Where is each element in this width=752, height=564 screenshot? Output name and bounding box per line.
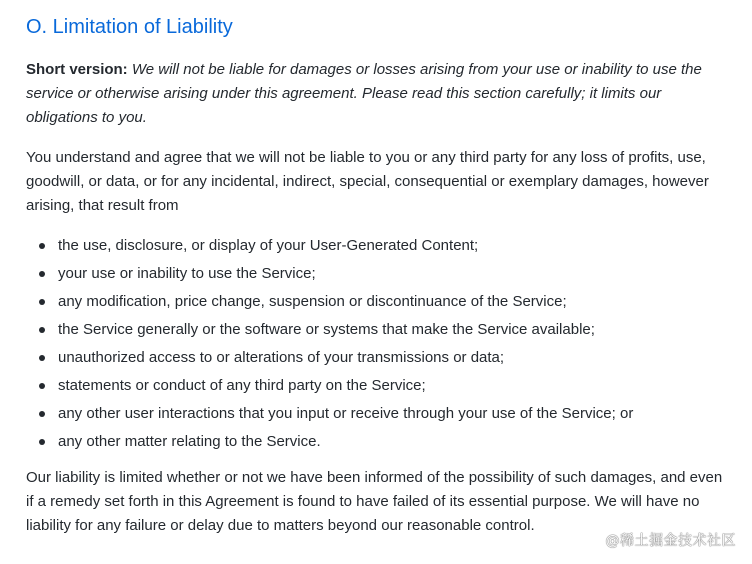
short-version-text: We will not be liable for damages or losses arising from your use or inability to use the service or otherwise arising under this agreement. Please read this section carefully; it limits our obligations to you.	[26, 61, 702, 126]
section-title: O. Limitation of Liability	[26, 16, 233, 38]
list-item-text: any modification, price change, suspension or discontinuance of the Service;	[58, 293, 567, 310]
bullet-icon	[39, 355, 45, 361]
list-item	[26, 402, 726, 426]
list-item-text: any other matter relating to the Service.	[58, 433, 321, 450]
list-item	[26, 290, 726, 314]
outro-paragraph: Our liability is limited whether or not we have been informed of the possibility of such damages, and even if a remedy set forth in this Agreement is found to have failed of its essential purpose. We will have no liability for any failure or delay due to matters beyond our reasonable control.	[26, 469, 723, 534]
bullet-icon	[39, 299, 45, 305]
list-item	[26, 262, 726, 286]
list-item	[26, 346, 726, 370]
list-item	[26, 374, 726, 398]
bullet-icon	[39, 271, 45, 277]
list-item-text: the use, disclosure, or display of your User-Generated Content;	[58, 237, 479, 254]
intro-paragraph: You understand and agree that we will not be liable to you or any third party for any loss of profits, use, goodwill, or data, or for any incidental, indirect, special, consequential or exemplary damages, however arising, that result from	[26, 149, 709, 214]
bullet-icon	[39, 327, 45, 333]
short-version-label: Short version:	[26, 61, 128, 78]
liability-list	[26, 234, 726, 454]
document-page	[26, 12, 726, 538]
list-item-text: unauthorized access to or alterations of your transmissions or data;	[58, 349, 505, 366]
list-item-text: statements or conduct of any third party on the Service;	[58, 377, 426, 394]
short-version-paragraph	[26, 58, 726, 130]
list-item-text: your use or inability to use the Service;	[58, 265, 316, 282]
list-item	[26, 430, 726, 454]
watermark: @稀土掘金技术社区	[605, 533, 736, 549]
list-item	[26, 234, 726, 258]
list-item-text: any other user interactions that you input or receive through your use of the Service; or	[58, 405, 634, 422]
bullet-icon	[39, 439, 45, 445]
list-item-text: the Service generally or the software or systems that make the Service available;	[58, 321, 595, 338]
list-item	[26, 318, 726, 342]
bullet-icon	[39, 383, 45, 389]
bullet-icon	[39, 243, 45, 249]
bullet-icon	[39, 411, 45, 417]
